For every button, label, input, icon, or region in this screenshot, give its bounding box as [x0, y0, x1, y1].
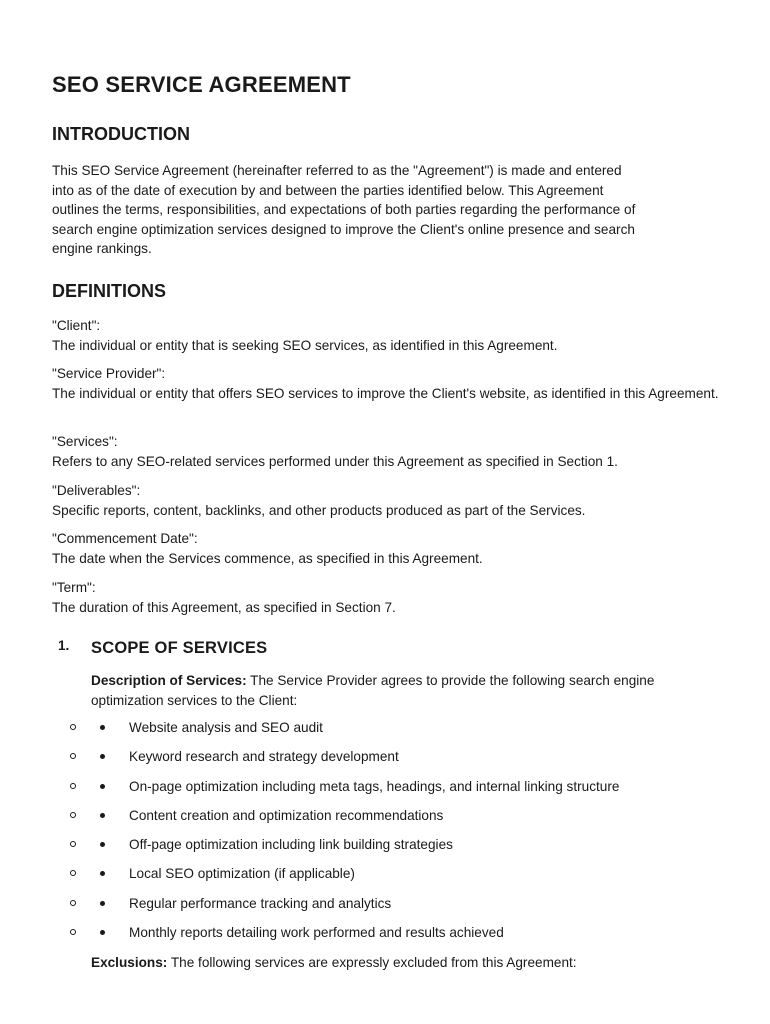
introduction-heading: INTRODUCTION: [52, 124, 190, 144]
definition-service-provider: [52, 364, 720, 403]
exclusions-label: Exclusions:: [91, 955, 168, 970]
hollow-bullet-icon: [70, 900, 76, 906]
definition-term: "Deliverables":: [52, 483, 141, 498]
definition-term: "Term":: [52, 580, 96, 595]
filled-bullet-icon: [100, 754, 105, 759]
section-number: 1.: [58, 638, 70, 653]
list-item: [0, 806, 770, 835]
hollow-bullet-icon: [70, 841, 76, 847]
definition-description: The date when the Services commence, as specified in this Agreement.: [52, 550, 483, 566]
filled-bullet-icon: [100, 901, 105, 906]
definition-description: Refers to any SEO-related services performed under this Agreement as specified in Section 1.: [52, 453, 618, 469]
definition-term: "Commencement Date":: [52, 531, 198, 546]
definition-services: [52, 432, 720, 471]
definition-description: The duration of this Agreement, as specified in Section 7.: [52, 599, 396, 615]
definition-client: [52, 316, 720, 355]
list-item: [0, 747, 770, 776]
definition-term: "Client":: [52, 318, 101, 333]
list-item: [0, 923, 770, 952]
list-item: [0, 718, 770, 747]
definition-description: The individual or entity that is seeking SEO services, as identified in this Agreement.: [52, 337, 558, 353]
definition-term: "Service Provider":: [52, 366, 166, 381]
exclusions-text: The following services are expressly excluded from this Agreement:: [167, 955, 577, 970]
hollow-bullet-icon: [70, 812, 76, 818]
list-item-text: Content creation and optimization recommendations: [129, 807, 444, 823]
list-item-text: Keyword research and strategy development: [129, 749, 399, 765]
document-title: SEO SERVICE AGREEMENT: [52, 72, 351, 97]
list-item-text: Monthly reports detailing work performed and results achieved: [129, 925, 504, 941]
introduction-line: engine rankings.: [52, 241, 152, 256]
filled-bullet-icon: [100, 871, 105, 876]
filled-bullet-icon: [100, 784, 105, 789]
introduction-line: This SEO Service Agreement (hereinafter referred to as the "Agreement") is made and entered: [52, 163, 622, 178]
hollow-bullet-icon: [70, 753, 76, 759]
services-description-label: Description of Services:: [91, 673, 247, 688]
definition-term: "Services":: [52, 434, 118, 449]
list-item-text: Regular performance tracking and analytics: [129, 895, 392, 911]
filled-bullet-icon: [100, 842, 105, 847]
list-item-text: Off-page optimization including link building strategies: [129, 837, 453, 853]
list-item-text: Website analysis and SEO audit: [129, 720, 323, 735]
definition-description: The individual or entity that offers SEO services to improve the Client's website, as identified in this Agreement.: [52, 385, 719, 401]
definitions-heading: DEFINITIONS: [52, 281, 167, 301]
definition-term-item: [52, 578, 720, 617]
services-list: [0, 718, 770, 952]
hollow-bullet-icon: [70, 870, 76, 876]
introduction-paragraph: [52, 161, 720, 259]
hollow-bullet-icon: [70, 783, 76, 789]
definition-deliverables: [52, 481, 720, 520]
definition-commencement-date: [52, 529, 720, 568]
list-item-text: Local SEO optimization (if applicable): [129, 866, 355, 882]
list-item: [0, 864, 770, 893]
list-item: [0, 894, 770, 923]
section-title: SCOPE OF SERVICES: [91, 639, 268, 657]
services-description: [91, 671, 691, 710]
services-description-text: The Service Provider agrees to provide the following search engine optimization services to the Client:: [91, 673, 655, 708]
hollow-bullet-icon: [70, 929, 76, 935]
exclusions-paragraph: [91, 953, 691, 973]
introduction-line: search engine optimization services designed to improve the Client's online presence and search: [52, 221, 635, 237]
list-item: [0, 777, 770, 806]
list-item-text: On-page optimization including meta tags, headings, and internal linking structure: [129, 778, 620, 794]
introduction-line: outlines the terms, responsibilities, and expectations of both parties regarding the performance of: [52, 202, 636, 217]
introduction-line: into as of the date of execution by and between the parties identified below. This Agreement: [52, 182, 604, 198]
filled-bullet-icon: [100, 725, 105, 730]
hollow-bullet-icon: [70, 724, 76, 730]
list-item: [0, 835, 770, 864]
filled-bullet-icon: [100, 813, 105, 818]
definition-description: Specific reports, content, backlinks, and other products produced as part of the Services.: [52, 502, 586, 518]
filled-bullet-icon: [100, 930, 105, 935]
